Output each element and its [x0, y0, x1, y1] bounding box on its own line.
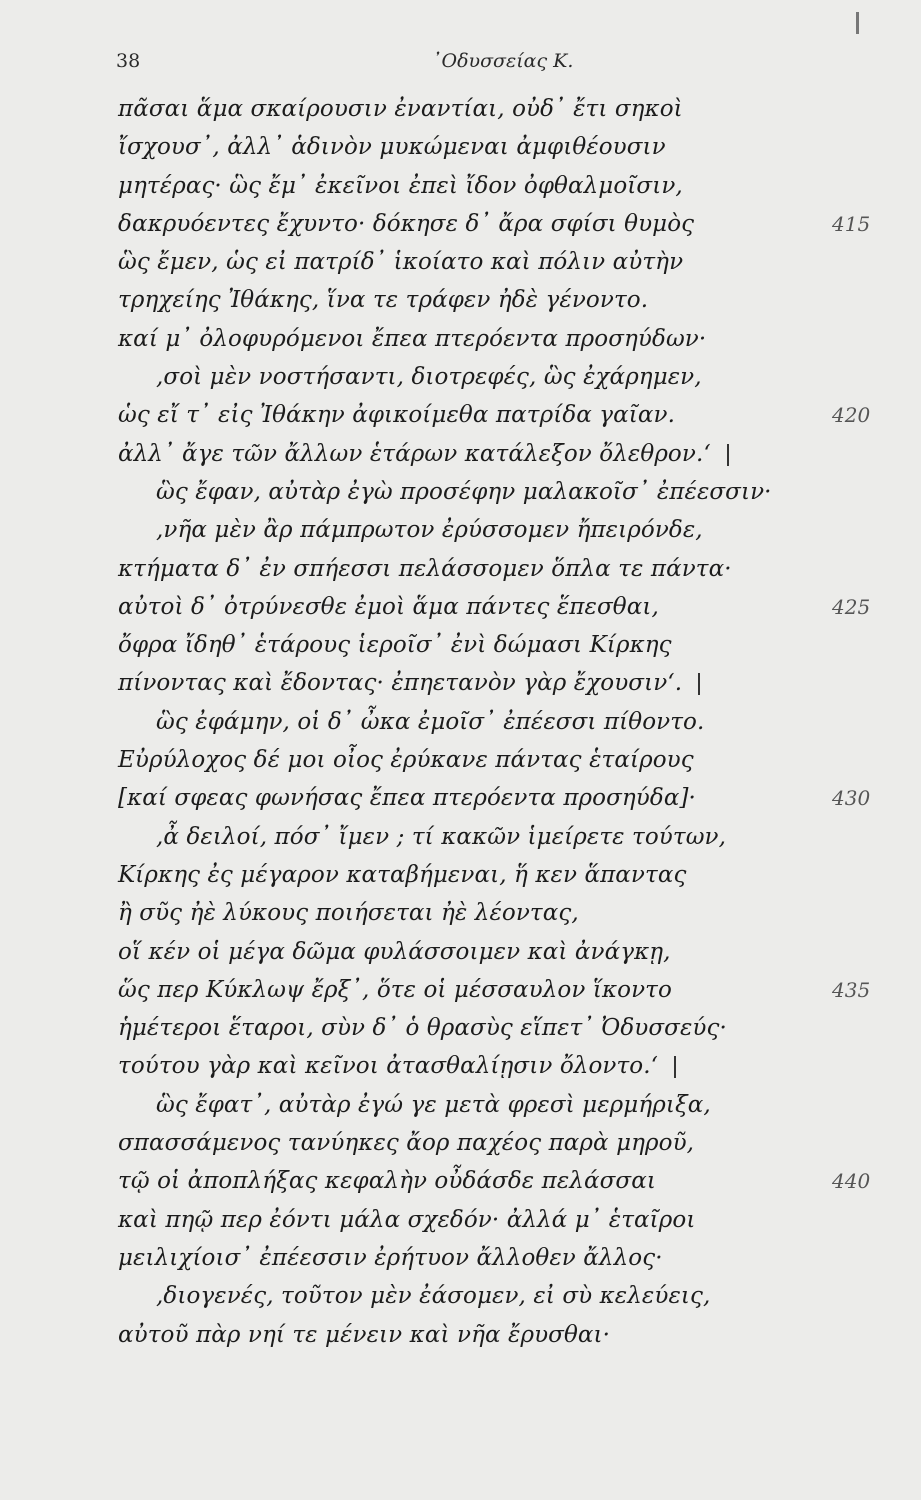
- verse-line: [0, 933, 921, 971]
- verse-text: Κίρκης ἐς μέγαρον καταβήμεναι, ἥ κεν ἅπαντας: [118, 861, 687, 888]
- verse-line: [0, 971, 921, 1009]
- verse-line: [0, 281, 921, 319]
- verse-text: ἴσχουσ᾿, ἀλλ᾿ ἁδινὸν μυκώμεναι ἀμφιθέουσιν: [118, 134, 666, 161]
- verse-text: ὣς ἔφατ᾿, αὐτὰρ ἐγώ γε μετὰ φρεσὶ μερμήριξα,: [156, 1091, 711, 1118]
- verse-text: πίνοντας καὶ ἔδοντας· ἐπηετανὸν γὰρ ἔχουσιν‘.: [118, 670, 683, 697]
- verse-text: αὐτοὶ δ᾿ ὀτρύνεσθε ἐμοὶ ἅμα πάντες ἕπεσθαι,: [118, 593, 659, 620]
- verse-text: τούτου γὰρ καὶ κεῖνοι ἀτασθαλίῃσιν ὄλοντο.‘: [118, 1053, 659, 1080]
- verse-text: καί μ᾿ ὀλοφυρόμενοι ἔπεα πτερόεντα προσηύδων·: [118, 325, 707, 352]
- verse-line: [0, 1047, 921, 1085]
- verse-line: [0, 588, 921, 626]
- verse-text: μητέρας· ὣς ἔμ᾿ ἐκεῖνοι ἐπεὶ ἴδον ὀφθαλμοῖσιν,: [118, 172, 683, 199]
- page-number: 38: [116, 50, 141, 72]
- verse-line: [0, 1239, 921, 1277]
- section-bar-mark: [727, 444, 729, 466]
- verse-text: πᾶσαι ἅμα σκαίρουσιν ἐναντίαι, οὐδ᾿ ἔτι σηκοὶ: [118, 96, 683, 122]
- verse-line: [0, 167, 921, 205]
- verse-line: [0, 473, 921, 511]
- verse-text: ,σοὶ μὲν νοστήσαντι, διοτρεφές, ὣς ἐχάρημεν,: [156, 364, 702, 391]
- verse-line: [0, 626, 921, 664]
- verse-line: [0, 205, 921, 243]
- line-number: 430: [832, 786, 871, 811]
- section-bar-mark: [698, 673, 700, 695]
- running-head: ᾿Οδυσσείας Κ.: [432, 50, 574, 72]
- verse-text: ὡς εἴ τ᾿ εἰς Ἰθάκην ἀφικοίμεθα πατρίδα γαῖαν.: [118, 402, 676, 429]
- verse-text: Εὐρύλοχος δέ μοι οἶος ἐρύκανε πάντας ἑταίρους: [118, 747, 694, 774]
- verse-text: δακρυόεντες ἔχυντο· δόκησε δ᾿ ἄρα σφίσι θυμὸς: [118, 210, 695, 237]
- verse-text: σπασσάμενος τανύηκες ἄορ παχέος παρὰ μηροῦ,: [118, 1130, 695, 1157]
- verse-text: αὐτοῦ πὰρ νηί τε μένειν καὶ νῆα ἔρυσθαι·: [118, 1321, 611, 1348]
- verse-line: [0, 550, 921, 588]
- verse-line: [0, 243, 921, 281]
- verse-line: [0, 856, 921, 894]
- verse-line: [0, 396, 921, 434]
- verse-text: τῷ οἱ ἀποπλήξας κεφαλὴν οὖδάσδε πελάσσαι: [118, 1168, 656, 1195]
- line-number: 435: [832, 977, 871, 1002]
- verse-lines: [0, 90, 921, 1354]
- verse-text: ἡμέτεροι ἕταροι, σὺν δ᾿ ὁ θρασὺς εἵπετ᾿ Ὀδυσσεύς·: [118, 1015, 727, 1042]
- verse-text: ὥς περ Κύκλωψ ἔρξ᾿, ὅτε οἱ μέσσαυλον ἵκοντο: [118, 976, 672, 1003]
- verse-text: ὄφρα ἴδηθ᾿ ἑτάρους ἱεροῖσ᾿ ἐνὶ δώμασι Κίρκης: [118, 632, 672, 659]
- verse-text: ,ἆ δειλοί, πόσ᾿ ἴμεν ; τί κακῶν ἱμείρετε τούτων,: [156, 823, 727, 850]
- verse-text: μειλιχίοισ᾿ ἐπέεσσιν ἐρήτυον ἄλλοθεν ἄλλος·: [118, 1244, 663, 1271]
- verse-line: [0, 128, 921, 166]
- verse-line: [0, 1277, 921, 1315]
- verse-line: [0, 1162, 921, 1200]
- line-number: 415: [832, 211, 871, 236]
- verse-line: [0, 1316, 921, 1354]
- line-number: 420: [832, 403, 871, 428]
- verse-line: [0, 1009, 921, 1047]
- verse-line: [0, 1124, 921, 1162]
- verse-line: [0, 1086, 921, 1124]
- verse-text: ,νῆα μὲν ἂρ πάμπρωτον ἐρύσσομεν ἤπειρόνδε,: [156, 517, 703, 544]
- verse-text: ὣς ἔφαν, αὐτὰρ ἐγὼ προσέφην μαλακοῖσ᾿ ἐπέεσσιν·: [156, 478, 772, 505]
- verse-text: κτήματα δ᾿ ἐν σπήεσσι πελάσσομεν ὅπλα τε πάντα·: [118, 555, 732, 582]
- verse-line: [0, 511, 921, 549]
- verse-line: [0, 1201, 921, 1239]
- verse-text: καὶ πηῷ περ ἐόντι μάλα σχεδόν· ἀλλά μ᾿ ἑταῖροι: [118, 1206, 696, 1233]
- verse-text: οἵ κέν οἱ μέγα δῶμα φυλάσσοιμεν καὶ ἀνάγκῃ,: [118, 938, 671, 965]
- verse-text: ὣς ἐφάμην, οἱ δ᾿ ὦκα ἐμοῖσ᾿ ἐπέεσσι πίθοντο.: [156, 708, 705, 735]
- verse-text: [καί σφεας φωνήσας ἔπεα πτερόεντα προσηύδα]·: [118, 785, 696, 812]
- verse-line: [0, 894, 921, 932]
- verse-line: [0, 703, 921, 741]
- verse-line: [0, 664, 921, 702]
- verse-line: [0, 435, 921, 473]
- verse-text: τρηχείης Ἰθάκης, ἵνα τε τράφεν ἠδὲ γένοντο.: [118, 287, 649, 314]
- verse-text: ἢ σῦς ἠὲ λύκους ποιήσεται ἠὲ λέοντας,: [118, 900, 579, 927]
- verse-line: [0, 358, 921, 396]
- verse-line: [0, 320, 921, 358]
- section-bar-mark: [674, 1056, 676, 1078]
- line-number: 440: [832, 1169, 871, 1194]
- verse-text: ὣς ἔμεν, ὡς εἰ πατρίδ᾿ ἱκοίατο καὶ πόλιν αὐτὴν: [118, 249, 684, 276]
- line-number: 425: [832, 594, 871, 619]
- verse-line: [0, 90, 921, 128]
- verse-line: [0, 779, 921, 817]
- verse-line: [0, 741, 921, 779]
- verse-text: ἀλλ᾿ ἄγε τῶν ἄλλων ἑτάρων κατάλεξον ὄλεθρον.‘: [118, 440, 711, 467]
- verse-text: ,διογενές, τοῦτον μὲν ἐάσομεν, εἰ σὺ κελεύεις,: [156, 1283, 711, 1310]
- corner-mark: [856, 12, 859, 34]
- verse-line: [0, 818, 921, 856]
